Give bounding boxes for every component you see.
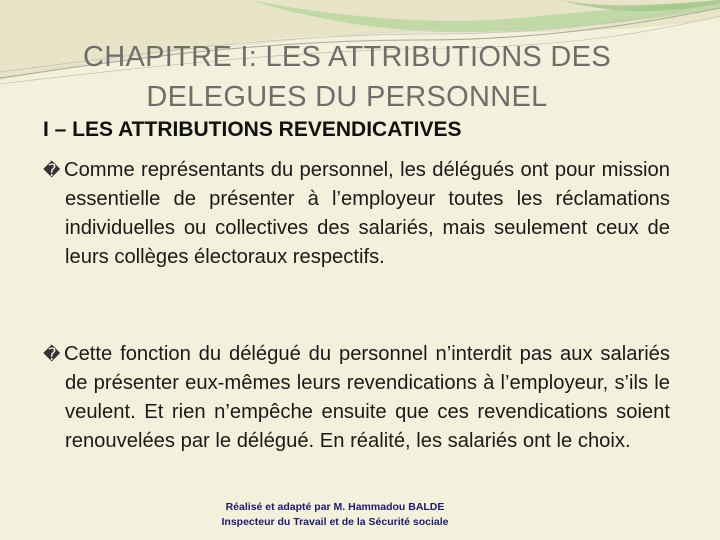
slide-title [0,37,694,117]
paragraph-1-text: Comme représentants du personnel, les délégués ont pour mission essentielle de présenter à l’employeur toutes les réclamations individuelles ou collectives des salariés, mais seulement ceux de leurs collèges électoraux respectifs. [64,159,670,268]
paragraph-2-text: Cette fonction du délégué du personnel n’interdit pas aux salariés de présenter eux-mêmes leurs revendications à l’employeur, s’ils le veulent. Et rien n’empêche ensuite que ces revendications soient renouvelées par le délégué. En réalité, les salariés ont le choix. [64,343,670,452]
credit-line-2: Inspecteur du Travail et de la Sécurité sociale [221,516,449,528]
author-credit [185,500,485,530]
bullet-paragraph-1 [43,156,670,272]
credit-line-1: Réalisé et adapté par M. Hammadou BALDE [225,501,445,513]
title-line-2: DELEGUES DU PERSONNEL [146,81,548,113]
bullet-paragraph-2 [43,340,670,456]
section-subheading: I – LES ATTRIBUTIONS REVENDICATIVES [43,118,462,141]
title-line-1: CHAPITRE I: LES ATTRIBUTIONS DES [83,41,611,73]
bullet-icon: � [43,161,61,180]
bullet-icon: � [43,345,61,364]
